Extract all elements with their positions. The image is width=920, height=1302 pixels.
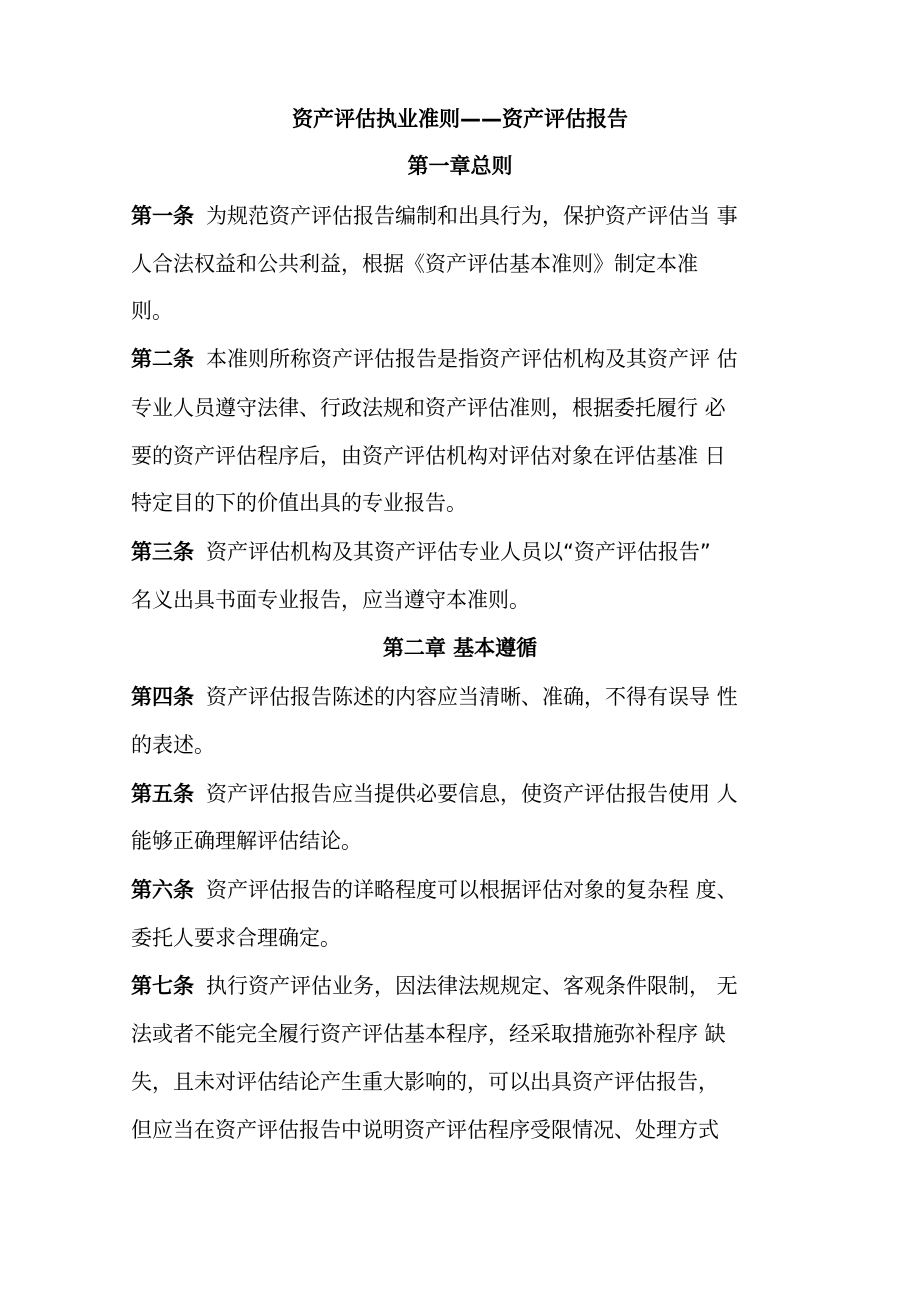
article-7-line-3: 失，且未对评估结论产生重大影响的，可以出具资产评估报告，: [131, 1070, 719, 1094]
article-2-line-3: 要的资产评估程序后，由资产评估机构对评估对象在评估基准 日: [131, 444, 726, 468]
article-3-text: 资产评估机构及其资产评估专业人员以“资产评估报告”: [206, 540, 711, 564]
article-1-line-1: [131, 202, 738, 230]
article-5-line-2: 能够正确理解评估结论。: [131, 829, 362, 853]
article-4-text: 资产评估报告陈述的内容应当清晰、准确，不得有误导 性: [206, 685, 738, 709]
article-1-line-3: 则。: [131, 299, 173, 323]
article-2-label: 第二条: [131, 347, 194, 371]
article-3-label: 第三条: [131, 540, 194, 564]
article-7-line-4: 但应当在资产评估报告中说明资产评估程序受限情况、处理方式: [131, 1118, 719, 1142]
article-5-text: 资产评估报告应当提供必要信息，使资产评估报告使用 人: [206, 782, 738, 806]
article-5-line-1: [131, 780, 738, 808]
chapter-1-heading: 第一章总则: [407, 154, 513, 178]
article-2-line-2: 专业人员遵守法律、行政法规和资产评估准则，根据委托履行 必: [131, 396, 726, 420]
article-7-label: 第七条: [131, 974, 194, 998]
article-2-line-4: 特定目的下的价值出具的专业报告。: [131, 491, 467, 515]
article-4-line-1: [131, 683, 738, 711]
article-3-line-2: 名义出具书面专业报告，应当遵守本准则。: [131, 588, 530, 612]
article-6-text: 资产评估报告的详略程度可以根据评估对象的复杂程 度、: [206, 878, 738, 902]
article-1-line-2: 人合法权益和公共利益，根据《资产评估基本准则》制定本准: [131, 252, 698, 276]
article-7-line-2: 法或者不能完全履行资产评估基本程序，经采取措施弥补程序 缺: [131, 1022, 726, 1046]
article-6-line-1: [131, 876, 738, 904]
chapter-2-heading: 第二章 基本遵循: [382, 636, 538, 660]
article-6-label: 第六条: [131, 878, 194, 902]
article-4-line-2: 的表述。: [131, 733, 215, 757]
article-4-label: 第四条: [131, 685, 194, 709]
article-2-text: 本准则所称资产评估报告是指资产评估机构及其资产评 估: [206, 347, 738, 371]
article-5-label: 第五条: [131, 782, 194, 806]
article-7-text: 执行资产评估业务，因法律法规规定、客观条件限制， 无: [206, 974, 738, 998]
article-2-line-1: [131, 345, 738, 373]
article-6-line-2: 委托人要求合理确定。: [131, 926, 341, 950]
article-3-line-1: [131, 538, 711, 566]
article-1-label: 第一条: [131, 204, 194, 228]
article-1-text: 为规范资产评估报告编制和出具行为，保护资产评估当 事: [206, 204, 738, 228]
document-title: 资产评估执业准则——资产评估报告: [292, 107, 628, 131]
article-7-line-1: [131, 972, 738, 1000]
